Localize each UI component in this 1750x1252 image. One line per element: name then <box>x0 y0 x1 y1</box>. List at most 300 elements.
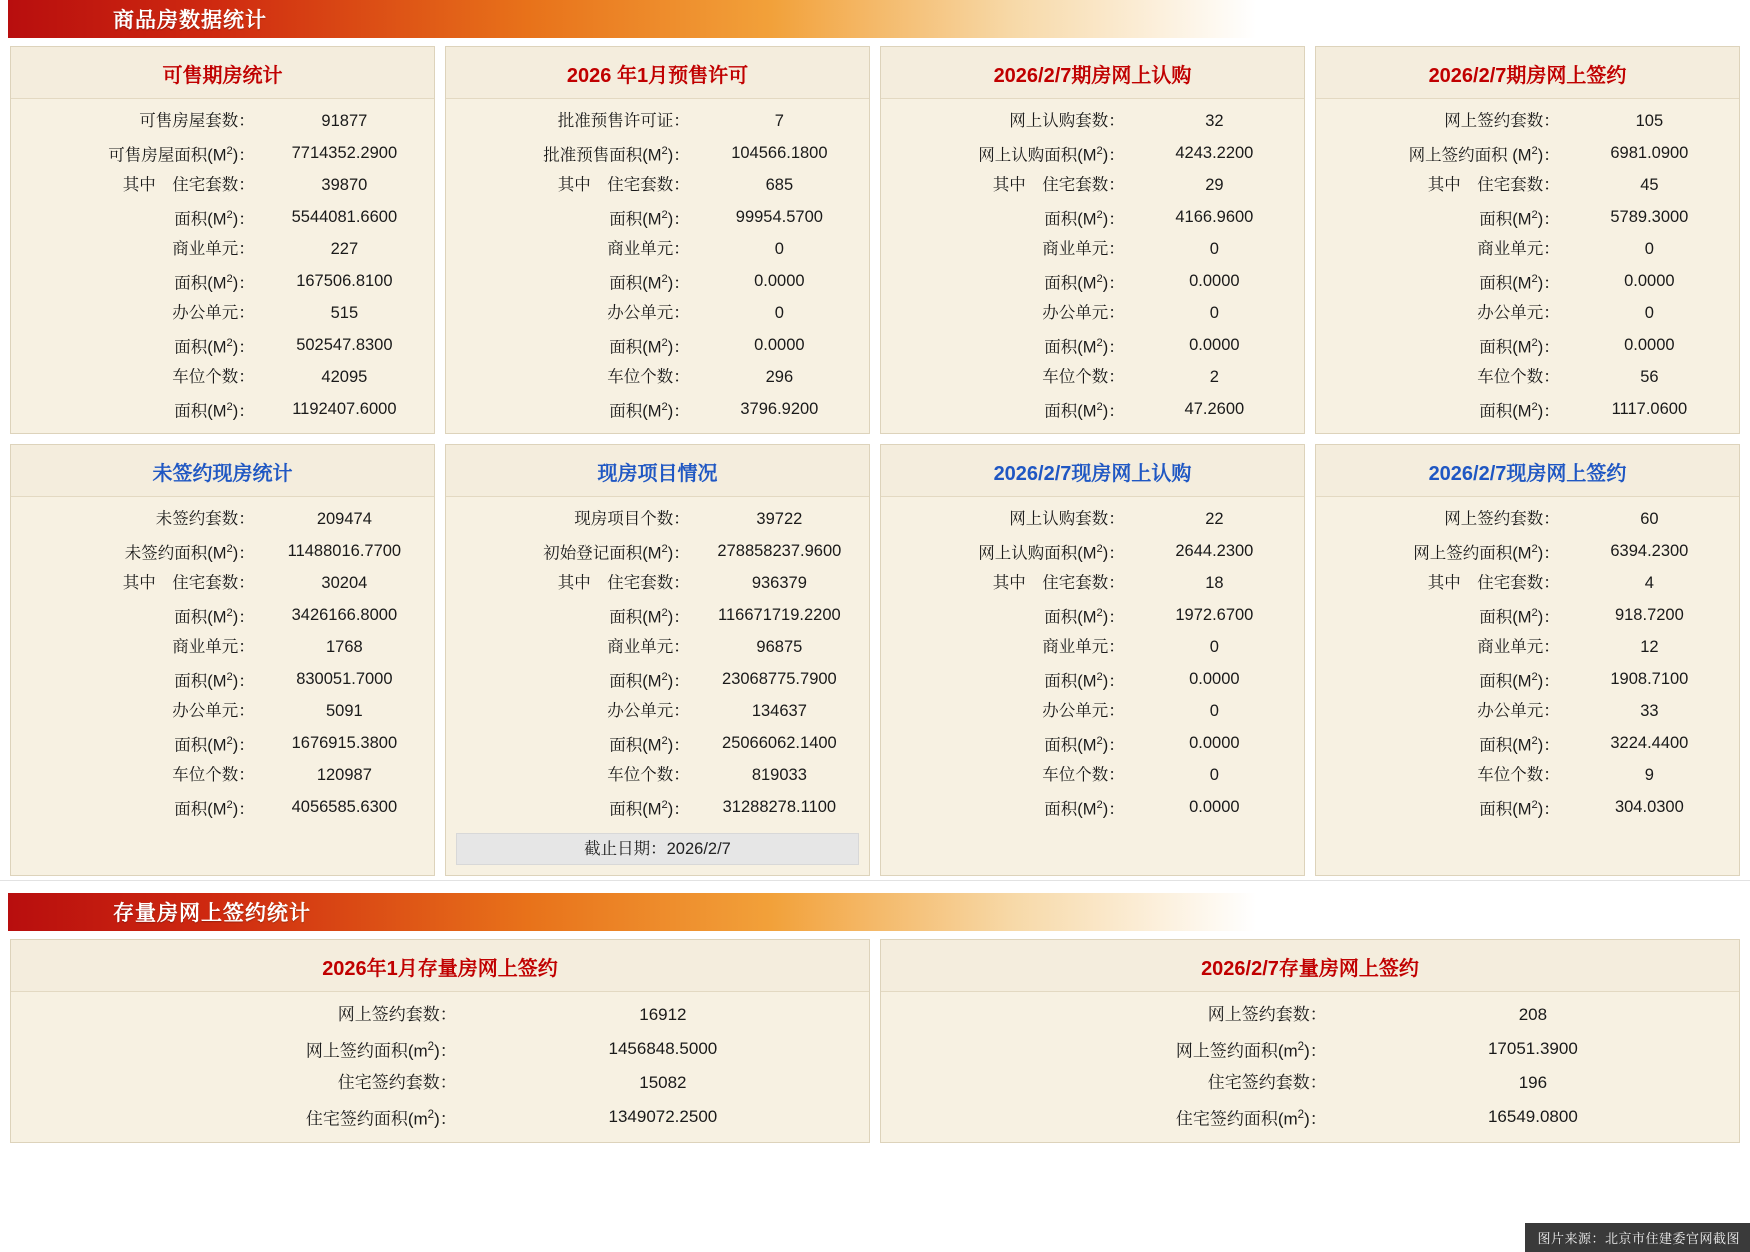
row-value: 0.0000 <box>1189 670 1240 688</box>
card-title: 未签约现房统计 <box>11 445 434 497</box>
row-value: 0.0000 <box>1189 734 1240 752</box>
stats-card-grid-1 <box>0 38 1750 880</box>
row-label: 其中 住宅套数： <box>992 176 1125 194</box>
row-value: 30204 <box>321 574 368 592</box>
row-label: 面积$(M^2)$： <box>1479 272 1560 293</box>
row-label: 车位个数： <box>607 368 690 386</box>
data-row <box>1326 663 1729 695</box>
data-row <box>21 1032 859 1066</box>
row-value: 0 <box>1209 702 1219 720</box>
row-value: 134637 <box>751 702 807 720</box>
row-value: 0.0000 <box>1189 336 1240 354</box>
row-value: 16549.0800 <box>1487 1107 1578 1126</box>
data-row <box>1326 233 1729 265</box>
data-row <box>456 393 859 425</box>
row-value: 39722 <box>756 510 803 528</box>
card-rows <box>881 497 1304 825</box>
row-label: 面积$(M^2)$： <box>174 670 255 691</box>
row-value: 1972.6700 <box>1175 606 1254 624</box>
row-label: 面积$(M^2)$： <box>174 400 255 421</box>
row-value: 0 <box>1209 304 1219 322</box>
row-value: 0.0000 <box>754 272 805 290</box>
data-row <box>21 297 424 329</box>
row-value: 209474 <box>316 510 372 528</box>
data-row <box>21 233 424 265</box>
data-row <box>21 791 424 823</box>
row-label: 面积$(M^2)$： <box>1479 336 1560 357</box>
row-label: 面积$(M^2)$： <box>1479 400 1560 421</box>
section-banner-title-1: 商品房数据统计 <box>113 9 267 32</box>
row-label: 商业单元： <box>1477 240 1560 258</box>
row-label: 网上认购套数： <box>1009 112 1125 130</box>
row-label: 办公单元： <box>1042 304 1125 322</box>
row-value: 6981.0900 <box>1610 144 1689 162</box>
row-label: 面积$(M^2)$： <box>174 606 255 627</box>
row-value: 96875 <box>756 638 803 656</box>
row-value: 12 <box>1640 638 1659 656</box>
row-label: 面积$(M^2)$： <box>609 272 690 293</box>
row-value: 56 <box>1640 368 1659 386</box>
row-label: 现房项目个数： <box>574 510 690 528</box>
row-value: 1117.0600 <box>1611 400 1688 418</box>
row-label: 网上签约套数： <box>1444 112 1560 130</box>
row-label: 面积$(M^2)$： <box>1044 798 1125 819</box>
row-label: 网上签约面积$(m^2)$： <box>305 1040 457 1061</box>
data-row <box>891 503 1294 535</box>
row-value: 60 <box>1640 510 1659 528</box>
stats-card-grid-2 <box>0 931 1750 1147</box>
row-value: 104566.1800 <box>731 144 828 162</box>
stats-card <box>880 939 1740 1143</box>
row-value: 7714352.2900 <box>291 144 398 162</box>
data-row <box>21 105 424 137</box>
row-label: 商业单元： <box>1042 240 1125 258</box>
row-value: 0 <box>1644 304 1654 322</box>
data-row <box>21 361 424 393</box>
row-label: 可售房屋面积$(M^2)$： <box>108 144 255 165</box>
row-label: 批准预售面积$(M^2)$： <box>543 144 690 165</box>
card-title: 2026 年1月预售许可 <box>446 47 869 99</box>
data-row <box>891 567 1294 599</box>
row-label: 面积$(M^2)$： <box>1479 734 1560 755</box>
row-label: 其中 住宅套数： <box>122 176 255 194</box>
row-label: 办公单元： <box>607 702 690 720</box>
row-value: 39870 <box>321 176 368 194</box>
data-row <box>456 233 859 265</box>
row-label: 商业单元： <box>1477 638 1560 656</box>
source-watermark: 图片来源：北京市住建委官网截图 <box>1525 1223 1750 1252</box>
row-value: 91877 <box>321 112 368 130</box>
data-row <box>891 393 1294 425</box>
data-row <box>456 791 859 823</box>
data-row <box>21 137 424 169</box>
data-row <box>21 265 424 297</box>
stats-card <box>880 46 1305 434</box>
data-row <box>1326 201 1729 233</box>
row-label: 面积$(M^2)$： <box>1044 208 1125 229</box>
data-row <box>456 297 859 329</box>
data-row <box>891 1066 1729 1100</box>
row-value: 7 <box>774 112 784 130</box>
row-label: 未签约套数： <box>155 510 255 528</box>
row-label: 办公单元： <box>172 702 255 720</box>
row-label: 面积$(M^2)$： <box>609 670 690 691</box>
data-row <box>891 1032 1729 1066</box>
data-row <box>891 1100 1729 1134</box>
card-rows <box>11 992 869 1136</box>
row-label: 其中 住宅套数： <box>557 176 690 194</box>
data-row <box>21 759 424 791</box>
row-value: 5091 <box>326 702 363 720</box>
data-row <box>1326 791 1729 823</box>
card-rows <box>1316 99 1739 427</box>
row-value: 17051.3900 <box>1487 1039 1578 1058</box>
row-value: 0 <box>1209 638 1219 656</box>
row-label: 面积$(M^2)$： <box>609 336 690 357</box>
row-value: 0.0000 <box>1624 272 1675 290</box>
row-label: 面积$(M^2)$： <box>1044 606 1125 627</box>
row-value: 685 <box>765 176 794 194</box>
card-rows <box>446 99 869 427</box>
data-row <box>456 329 859 361</box>
row-value: 1192407.6000 <box>292 400 397 418</box>
data-row <box>21 631 424 663</box>
data-row <box>21 663 424 695</box>
row-label: 网上签约面积$(m^2)$： <box>1175 1040 1327 1061</box>
row-value: 25066062.1400 <box>722 734 837 752</box>
row-label: 办公单元： <box>172 304 255 322</box>
data-row <box>891 599 1294 631</box>
row-value: 936379 <box>751 574 807 592</box>
card-rows <box>881 992 1739 1136</box>
section-banner-wrap-1 <box>0 0 1750 38</box>
data-row <box>456 201 859 233</box>
row-label: 车位个数： <box>1042 766 1125 784</box>
row-value: 0 <box>774 240 784 258</box>
row-label: 面积$(M^2)$： <box>1044 670 1125 691</box>
row-value: 208 <box>1518 1005 1548 1024</box>
row-label: 办公单元： <box>1477 304 1560 322</box>
data-row <box>891 169 1294 201</box>
data-row <box>21 599 424 631</box>
data-row <box>1326 105 1729 137</box>
stats-card <box>880 444 1305 876</box>
data-row <box>1326 503 1729 535</box>
row-value: 1456848.5000 <box>608 1039 718 1058</box>
data-row <box>456 265 859 297</box>
row-label: 商业单元： <box>607 240 690 258</box>
data-row <box>456 631 859 663</box>
row-value: 15082 <box>639 1073 687 1092</box>
row-label: 面积$(M^2)$： <box>609 400 690 421</box>
data-row <box>456 663 859 695</box>
row-label: 网上认购套数： <box>1009 510 1125 528</box>
cutoff-date-note: 截止日期：2026/2/7 <box>456 833 859 865</box>
row-value: 278858237.9600 <box>717 542 842 560</box>
row-value: 5544081.6600 <box>291 208 398 226</box>
row-label: 办公单元： <box>607 304 690 322</box>
data-row <box>891 791 1294 823</box>
data-row <box>1326 759 1729 791</box>
data-row <box>891 695 1294 727</box>
row-value: 105 <box>1635 112 1664 130</box>
card-title: 2026/2/7现房网上签约 <box>1316 445 1739 497</box>
row-value: 0.0000 <box>1189 272 1240 290</box>
data-row <box>456 727 859 759</box>
data-row <box>456 137 859 169</box>
row-label: 未签约面积$(M^2)$： <box>124 542 255 563</box>
row-label: 可售房屋套数： <box>139 112 255 130</box>
row-value: 18 <box>1205 574 1224 592</box>
row-label: 其中 住宅套数： <box>122 574 255 592</box>
row-label: 办公单元： <box>1042 702 1125 720</box>
row-value: 42095 <box>321 368 368 386</box>
row-value: 0 <box>1209 766 1219 784</box>
data-row <box>21 695 424 727</box>
row-label: 面积$(M^2)$： <box>1479 798 1560 819</box>
data-row <box>1326 137 1729 169</box>
row-label: 面积$(M^2)$： <box>174 734 255 755</box>
data-row <box>1326 297 1729 329</box>
card-rows <box>1316 497 1739 825</box>
row-value: 29 <box>1205 176 1224 194</box>
row-label: 网上签约面积 $(M^2)$： <box>1408 144 1560 165</box>
row-value: 47.2600 <box>1184 400 1245 418</box>
card-title: 2026/2/7期房网上签约 <box>1316 47 1739 99</box>
row-value: 23068775.7900 <box>722 670 837 688</box>
row-value: 0.0000 <box>1189 798 1240 816</box>
section-divider <box>0 880 1750 893</box>
data-row <box>21 1066 859 1100</box>
row-value: 99954.5700 <box>735 208 823 226</box>
row-value: 0.0000 <box>1624 336 1675 354</box>
row-value: 31288278.1100 <box>722 798 837 816</box>
card-rows <box>11 99 434 427</box>
row-value: 296 <box>765 368 794 386</box>
data-row <box>21 393 424 425</box>
row-value: 167506.8100 <box>296 272 393 290</box>
row-label: 面积$(M^2)$： <box>1044 272 1125 293</box>
row-value: 45 <box>1640 176 1659 194</box>
row-label: 面积$(M^2)$： <box>174 798 255 819</box>
data-row <box>456 567 859 599</box>
row-value: 1349072.2500 <box>608 1107 718 1126</box>
row-label: 面积$(M^2)$： <box>174 272 255 293</box>
data-row <box>891 233 1294 265</box>
row-label: 面积$(M^2)$： <box>1044 400 1125 421</box>
row-value: 6394.2300 <box>1610 542 1689 560</box>
data-row <box>891 727 1294 759</box>
card-title: 2026年1月存量房网上签约 <box>11 940 869 992</box>
row-value: 0.0000 <box>754 336 805 354</box>
row-label: 网上签约套数： <box>1444 510 1560 528</box>
row-label: 面积$(M^2)$： <box>609 734 690 755</box>
row-label: 面积$(M^2)$： <box>609 606 690 627</box>
data-row <box>1326 727 1729 759</box>
row-value: 1908.7100 <box>1610 670 1689 688</box>
section-banner-1 <box>8 0 1742 38</box>
stats-card <box>10 939 870 1143</box>
data-row <box>456 759 859 791</box>
row-value: 32 <box>1205 112 1224 130</box>
data-row <box>1326 265 1729 297</box>
data-row <box>456 535 859 567</box>
data-row <box>1326 535 1729 567</box>
data-row <box>891 535 1294 567</box>
row-label: 车位个数： <box>1477 766 1560 784</box>
row-value: 2644.2300 <box>1175 542 1254 560</box>
row-label: 车位个数： <box>1042 368 1125 386</box>
row-value: 2 <box>1209 368 1219 386</box>
row-value: 304.0300 <box>1614 798 1684 816</box>
data-row <box>1326 695 1729 727</box>
row-value: 502547.8300 <box>296 336 393 354</box>
card-rows <box>11 497 434 825</box>
row-label: 其中 住宅套数： <box>557 574 690 592</box>
data-row <box>891 137 1294 169</box>
row-label: 商业单元： <box>1042 638 1125 656</box>
data-row <box>21 998 859 1032</box>
row-label: 其中 住宅套数： <box>992 574 1125 592</box>
data-row <box>1326 567 1729 599</box>
row-label: 面积$(M^2)$： <box>174 336 255 357</box>
data-row <box>891 265 1294 297</box>
row-label: 商业单元： <box>607 638 690 656</box>
row-label: 住宅签约面积$(m^2)$： <box>305 1108 457 1129</box>
row-label: 网上签约面积$(M^2)$： <box>1413 542 1560 563</box>
row-value: 4243.2200 <box>1175 144 1254 162</box>
section-banner-2 <box>8 893 1742 931</box>
row-label: 初始登记面积$(M^2)$： <box>543 542 690 563</box>
row-label: 车位个数： <box>607 766 690 784</box>
row-value: 3796.9200 <box>740 400 819 418</box>
row-value: 5789.3000 <box>1610 208 1689 226</box>
row-label: 面积$(M^2)$： <box>609 798 690 819</box>
row-value: 3426166.8000 <box>291 606 398 624</box>
row-label: 商业单元： <box>172 240 255 258</box>
row-label: 批准预售许可证： <box>557 112 690 130</box>
row-value: 819033 <box>751 766 807 784</box>
row-label: 住宅签约套数： <box>337 1073 457 1092</box>
row-value: 4 <box>1644 574 1654 592</box>
data-row <box>1326 393 1729 425</box>
row-label: 面积$(M^2)$： <box>1479 208 1560 229</box>
row-label: 面积$(M^2)$： <box>1044 336 1125 357</box>
row-label: 面积$(M^2)$： <box>1479 606 1560 627</box>
row-value: 9 <box>1644 766 1654 784</box>
data-row <box>891 297 1294 329</box>
row-label: 其中 住宅套数： <box>1427 176 1560 194</box>
row-value: 16912 <box>639 1005 687 1024</box>
data-row <box>1326 329 1729 361</box>
data-row <box>456 169 859 201</box>
row-label: 办公单元： <box>1477 702 1560 720</box>
row-label: 其中 住宅套数： <box>1427 574 1560 592</box>
row-label: 车位个数： <box>172 766 255 784</box>
card-title: 2026/2/7存量房网上签约 <box>881 940 1739 992</box>
data-row <box>891 663 1294 695</box>
card-rows <box>446 497 869 825</box>
row-value: 1768 <box>326 638 363 656</box>
data-row <box>891 361 1294 393</box>
stats-card <box>10 46 435 434</box>
row-label: 住宅签约套数： <box>1207 1073 1327 1092</box>
row-label: 面积$(M^2)$： <box>1479 670 1560 691</box>
data-row <box>21 201 424 233</box>
data-row <box>891 631 1294 663</box>
row-label: 面积$(M^2)$： <box>174 208 255 229</box>
row-label: 网上认购面积$(M^2)$： <box>978 542 1125 563</box>
section-banner-wrap-2 <box>0 893 1750 931</box>
data-row <box>21 567 424 599</box>
data-row <box>21 1100 859 1134</box>
row-value: 196 <box>1518 1073 1548 1092</box>
row-value: 120987 <box>316 766 372 784</box>
data-row <box>456 503 859 535</box>
stats-card <box>10 444 435 876</box>
data-row <box>891 759 1294 791</box>
row-label: 面积$(M^2)$： <box>609 208 690 229</box>
row-value: 0 <box>1644 240 1654 258</box>
data-row <box>1326 361 1729 393</box>
row-value: 918.7200 <box>1614 606 1684 624</box>
data-row <box>456 361 859 393</box>
row-value: 1676915.3800 <box>291 734 398 752</box>
data-row <box>21 503 424 535</box>
row-value: 3224.4400 <box>1610 734 1689 752</box>
row-value: 4166.9600 <box>1175 208 1254 226</box>
card-title: 2026/2/7现房网上认购 <box>881 445 1304 497</box>
card-title: 现房项目情况 <box>446 445 869 497</box>
row-label: 住宅签约面积$(m^2)$： <box>1175 1108 1327 1129</box>
row-value: 515 <box>330 304 359 322</box>
row-label: 商业单元： <box>172 638 255 656</box>
row-value: 22 <box>1205 510 1224 528</box>
data-row <box>21 535 424 567</box>
data-row <box>891 201 1294 233</box>
row-value: 116671719.2200 <box>718 606 841 624</box>
stats-card <box>445 46 870 434</box>
data-row <box>456 695 859 727</box>
data-row <box>891 998 1729 1032</box>
row-label: 网上认购面积$(M^2)$： <box>978 144 1125 165</box>
row-value: 830051.7000 <box>296 670 393 688</box>
row-label: 网上签约套数： <box>337 1005 457 1024</box>
row-value: 0 <box>774 304 784 322</box>
row-value: 4056585.6300 <box>291 798 398 816</box>
data-row <box>456 105 859 137</box>
data-row <box>891 105 1294 137</box>
card-title: 可售期房统计 <box>11 47 434 99</box>
stats-card <box>445 444 870 876</box>
row-value: 33 <box>1640 702 1659 720</box>
row-label: 网上签约套数： <box>1207 1005 1327 1024</box>
row-label: 面积$(M^2)$： <box>1044 734 1125 755</box>
stats-card <box>1315 46 1740 434</box>
row-value: 0 <box>1209 240 1219 258</box>
section-banner-title-2: 存量房网上签约统计 <box>113 902 311 925</box>
data-row <box>1326 599 1729 631</box>
row-label: 车位个数： <box>172 368 255 386</box>
stats-card <box>1315 444 1740 876</box>
data-row <box>1326 631 1729 663</box>
data-row <box>1326 169 1729 201</box>
data-row <box>21 727 424 759</box>
card-title: 2026/2/7期房网上认购 <box>881 47 1304 99</box>
data-row <box>21 169 424 201</box>
data-row <box>456 599 859 631</box>
data-row <box>21 329 424 361</box>
